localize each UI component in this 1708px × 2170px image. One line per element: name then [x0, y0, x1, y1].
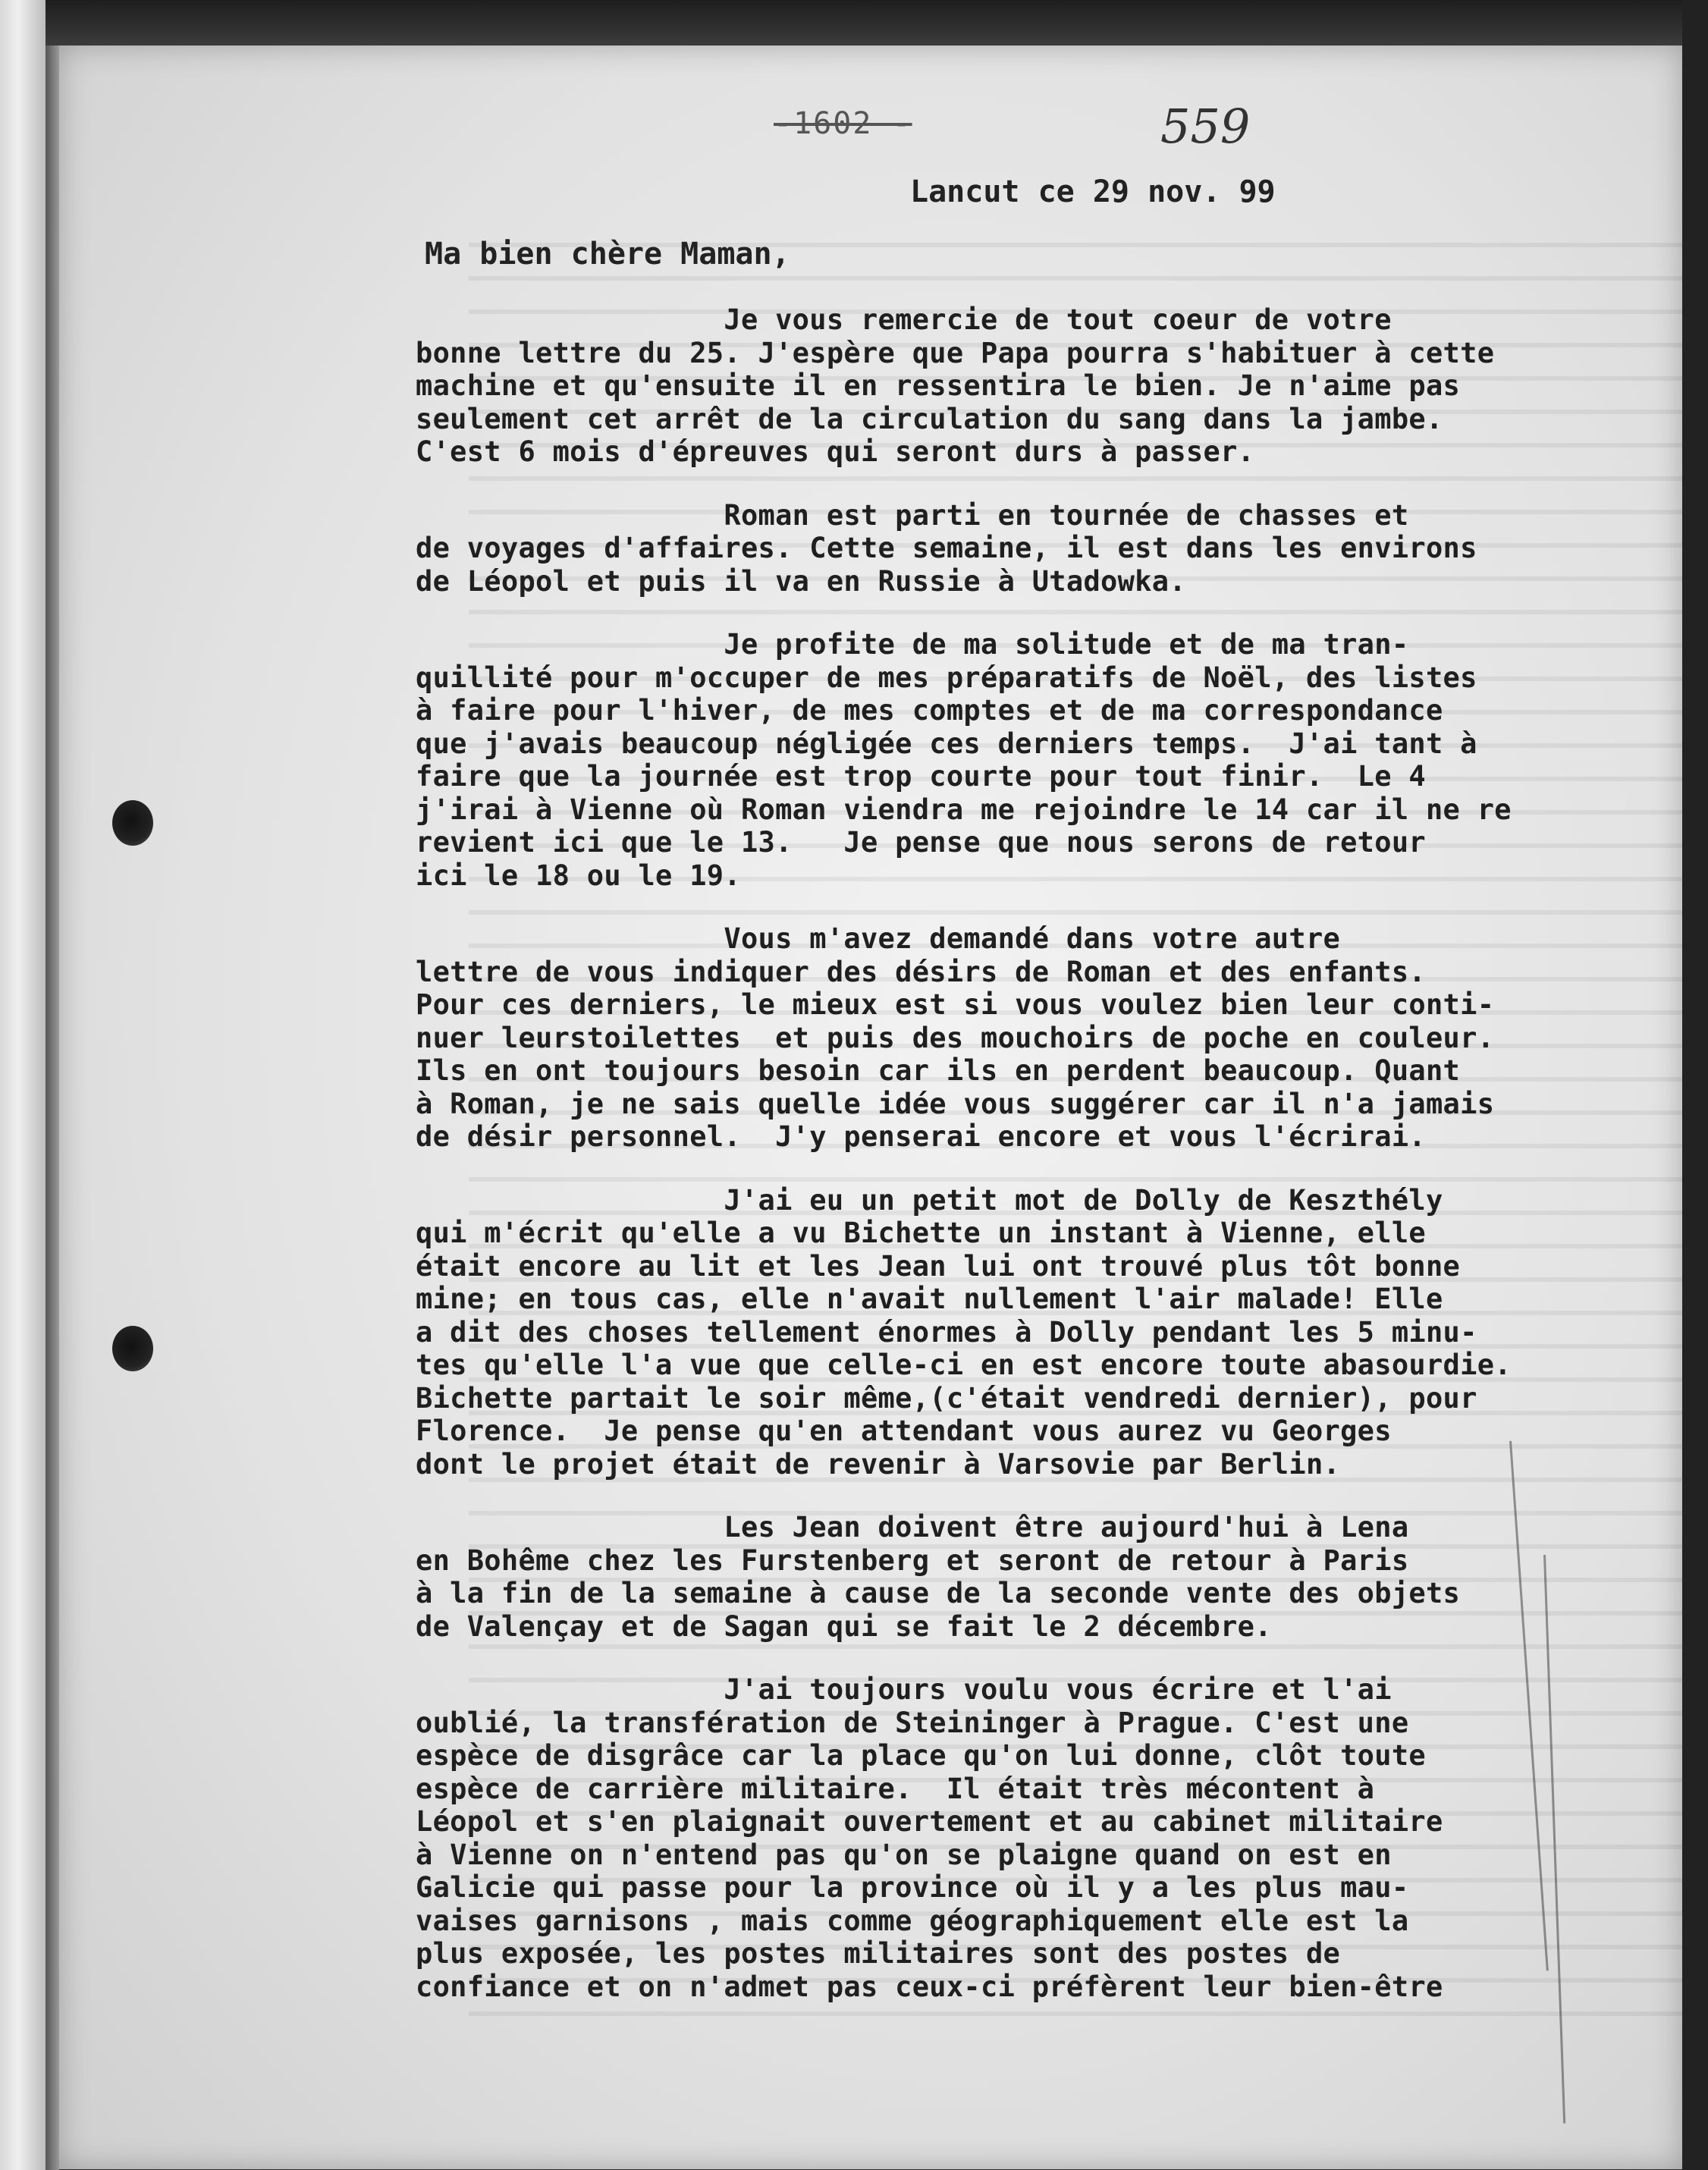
text-line: lettre de vous indiquer des désirs de Roman et des enfants.	[416, 955, 1426, 988]
text-line: machine et qu'ensuite il en ressentira le bien. Je n'aime pas	[416, 369, 1461, 402]
paragraph	[416, 1511, 1675, 1643]
text-line: confiance et on n'admet pas ceux-ci préfèrent leur bien-être	[416, 1970, 1443, 2003]
text-line: Roman est parti en tournée de chasses et	[416, 498, 1409, 532]
text-line: de Léopol et puis il va en Russie à Utadowka.	[416, 564, 1186, 598]
scan-top-edge	[46, 0, 1708, 46]
text-line: oublié, la transfération de Steininger à Prague. C'est une	[416, 1706, 1409, 1739]
text-line: plus exposée, les postes militaires sont des postes de	[416, 1937, 1341, 1970]
text-line: C'est 6 mois d'épreuves qui seront durs à passer.	[416, 435, 1255, 468]
text-line: Galicie qui passe pour la province où il y a les plus mau-	[416, 1871, 1409, 1904]
text-line: J'ai toujours voulu vous écrire et l'ai	[416, 1673, 1392, 1706]
place-and-date: Lancut ce 29 nov. 99	[910, 174, 1276, 209]
text-line: Les Jean doivent être aujourd'hui à Lena	[416, 1511, 1409, 1543]
text-line: faire que la journée est trop courte pour tout finir. Le 4	[416, 760, 1426, 793]
text-line: Vous m'avez demandé dans votre autre	[416, 922, 1341, 955]
text-line: espèce de disgrâce car la place qu'on lui donne, clôt toute	[416, 1739, 1426, 1772]
text-line: ici le 18 ou le 19.	[416, 859, 741, 892]
text-line: J'ai eu un petit mot de Dolly de Keszthély	[416, 1183, 1443, 1217]
text-line: Pour ces derniers, le mieux est si vous voulez bien leur conti-	[416, 988, 1495, 1021]
punch-hole-top	[112, 800, 153, 846]
text-line: à faire pour l'hiver, de mes comptes et de ma correspondance	[416, 694, 1443, 727]
text-line: revient ici que le 13. Je pense que nous serons de retour	[416, 826, 1426, 859]
text-line: Je vous remercie de tout coeur de votre	[416, 303, 1392, 336]
text-line: à Vienne on n'entend pas qu'on se plaigne quand on est en	[416, 1838, 1392, 1871]
text-line: dont le projet était de revenir à Varsovie par Berlin.	[416, 1447, 1341, 1481]
binder-edge	[46, 46, 59, 2170]
typed-page-number: -1602 -	[774, 106, 912, 141]
paragraph	[416, 1184, 1675, 1481]
text-line: de Valençay et de Sagan qui se fait le 2 décembre.	[416, 1609, 1272, 1643]
text-line: Bichette partait le soir même,(c'était vendredi dernier), pour	[416, 1381, 1477, 1415]
text-line: vaises garnisons , mais comme géographiquement elle est la	[416, 1904, 1409, 1937]
text-line: de voyages d'affaires. Cette semaine, il est dans les environs	[416, 532, 1477, 564]
text-line: tes qu'elle l'a vue que celle-ci en est encore toute abasourdie.	[416, 1349, 1512, 1381]
text-line: était encore au lit et les Jean lui ont trouvé plus tôt bonne	[416, 1249, 1461, 1283]
paragraph	[416, 922, 1675, 1154]
text-line: quillité pour m'occuper de mes préparatifs de Noël, des listes	[416, 661, 1477, 694]
punch-hole-bottom	[112, 1326, 153, 1371]
text-line: Florence. Je pense qu'en attendant vous aurez vu Georges	[416, 1415, 1392, 1447]
text-line: nuer leurstoilettes et puis des mouchoirs de poche en couleur.	[416, 1021, 1495, 1054]
paragraph	[416, 1673, 1675, 2003]
handwritten-folio-number: 559	[1160, 99, 1251, 154]
paragraph	[416, 499, 1675, 598]
paragraph	[416, 628, 1675, 892]
text-line: Ils en ont toujours besoin car ils en perdent beaucoup. Quant	[416, 1054, 1461, 1087]
text-line: seulement cet arrêt de la circulation du sang dans la jambe.	[416, 402, 1443, 435]
text-line: à Roman, je ne sais quelle idée vous suggérer car il n'a jamais	[416, 1087, 1495, 1120]
text-line: a dit des choses tellement énormes à Dolly pendant les 5 minu-	[416, 1315, 1477, 1349]
salutation: Ma bien chère Maman,	[425, 237, 790, 272]
text-line: bonne lettre du 25. J'espère que Papa pourra s'habituer à cette	[416, 336, 1495, 369]
text-line: mine; en tous cas, elle n'avait nullement l'air malade! Elle	[416, 1283, 1443, 1315]
text-line: Léopol et s'en plaignait ouvertement et au cabinet militaire	[416, 1805, 1443, 1838]
text-line: à la fin de la semaine à cause de la seconde vente des objets	[416, 1577, 1461, 1609]
text-line: qui m'écrit qu'elle a vu Bichette un instant à Vienne, elle	[416, 1217, 1426, 1249]
letter-body	[416, 303, 1675, 2033]
paragraph	[416, 303, 1675, 469]
text-line: j'irai à Vienne où Roman viendra me rejoindre le 14 car il ne re	[416, 793, 1512, 826]
binder-left-strip	[0, 0, 46, 2170]
text-line: que j'avais beaucoup négligée ces derniers temps. J'ai tant à	[416, 727, 1477, 760]
text-line: Je profite de ma solitude et de ma tran-	[416, 628, 1409, 661]
text-line: espèce de carrière militaire. Il était très mécontent à	[416, 1772, 1375, 1805]
scan-right-edge	[1682, 0, 1708, 2170]
text-line: de désir personnel. J'y penserai encore et vous l'écrirai.	[416, 1120, 1426, 1153]
text-line: en Bohême chez les Furstenberg et seront de retour à Paris	[416, 1543, 1409, 1577]
